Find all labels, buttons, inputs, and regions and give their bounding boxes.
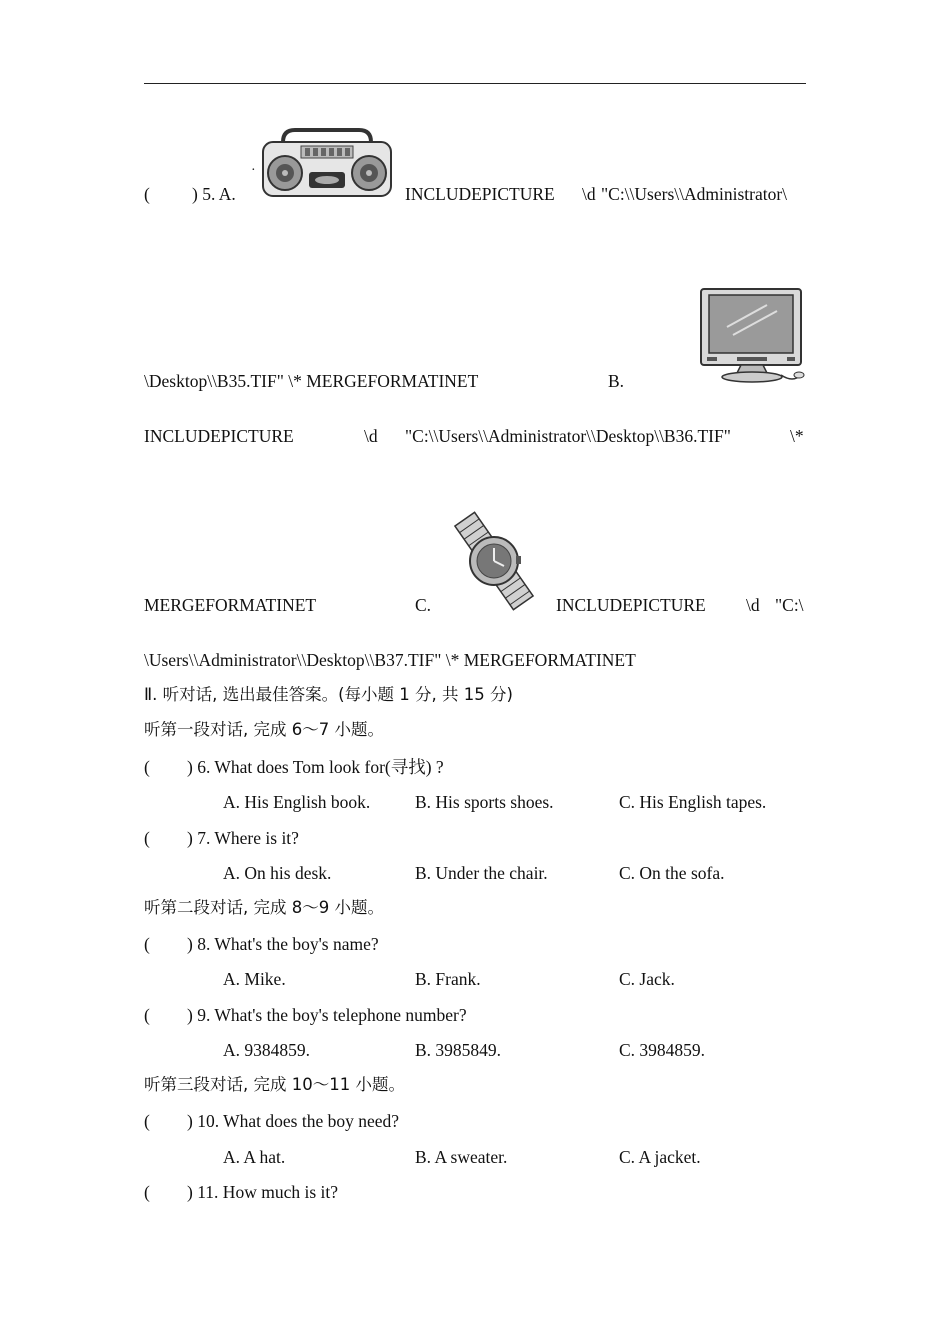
header-rule	[144, 83, 806, 84]
q5-d-2: \d	[364, 426, 378, 446]
q7-option-c: C. On the sofa.	[619, 863, 725, 883]
q8-option-b: B. Frank.	[415, 969, 481, 989]
q5-label: ) 5. A.	[192, 184, 236, 204]
q5-paren: (	[144, 184, 150, 204]
q5-path-3: "C:\\Users\\Administrator\\Desktop\\B36.TIF"	[405, 426, 731, 446]
q5-path-4: "C:\	[775, 595, 804, 615]
q9-text: ) 9. What's the boy's telephone number?	[187, 1005, 467, 1025]
q5-path-1: "C:\\Users\\Administrator\	[601, 184, 788, 204]
q5-dot: ·	[251, 163, 256, 178]
q7-option-b: B. Under the chair.	[415, 863, 548, 883]
q6-option-b: B. His sports shoes.	[415, 792, 554, 812]
q5-merge: MERGEFORMATINET	[144, 595, 317, 615]
q6-text: ) 6. What does Tom look for(寻找) ?	[187, 757, 444, 777]
q6-option-c: C. His English tapes.	[619, 792, 767, 812]
computer-monitor-icon	[697, 287, 807, 387]
q10-option-a: A. A hat.	[223, 1147, 286, 1167]
q8-option-a: A. Mike.	[223, 969, 286, 989]
q6-option-a: A. His English book.	[223, 792, 371, 812]
q5-include-3: INCLUDEPICTURE	[556, 595, 706, 615]
q9-option-b: B. 3985849.	[415, 1040, 502, 1060]
q5-path-5: \Users\\Administrator\\Desktop\\B37.TIF" \* MERGEFORMATINET	[144, 650, 636, 670]
q11-text: ) 11. How much is it?	[187, 1182, 338, 1202]
q7-option-a: A. On his desk.	[223, 863, 332, 883]
q5-include-2: INCLUDEPICTURE	[144, 426, 294, 446]
q7-paren: (	[144, 828, 150, 848]
q5-option-b: B.	[608, 371, 625, 391]
radio-cassette-player-icon	[261, 128, 393, 200]
q8-option-c: C. Jack.	[619, 969, 675, 989]
q8-text: ) 8. What's the boy's name?	[187, 934, 379, 954]
q10-option-c: C. A jacket.	[619, 1147, 701, 1167]
q5-star: \*	[790, 426, 804, 446]
q10-text: ) 10. What does the boy need?	[187, 1111, 400, 1131]
q7-text: ) 7. Where is it?	[187, 828, 299, 848]
part-1-instruction: 听第一段对话, 完成 6～7 小题。	[144, 720, 384, 739]
q11-paren: (	[144, 1182, 150, 1202]
q5-option-c: C.	[415, 595, 432, 615]
q5-path-2: \Desktop\\B35.TIF" \* MERGEFORMATINET	[144, 371, 479, 391]
q5-d-1: \d	[582, 184, 596, 204]
q10-paren: (	[144, 1111, 150, 1131]
wristwatch-icon	[446, 510, 542, 612]
q9-option-a: A. 9384859.	[223, 1040, 311, 1060]
q9-paren: (	[144, 1005, 150, 1025]
part-2-instruction: 听第二段对话, 完成 8～9 小题。	[144, 898, 384, 917]
q5-d-3: \d	[746, 595, 760, 615]
q10-option-b: B. A sweater.	[415, 1147, 508, 1167]
section-heading: Ⅱ. 听对话, 选出最佳答案。(每小题 1 分, 共 15 分)	[144, 685, 513, 704]
q6-paren: (	[144, 757, 150, 777]
q9-option-c: C. 3984859.	[619, 1040, 706, 1060]
q5-include-1: INCLUDEPICTURE	[405, 184, 555, 204]
q8-paren: (	[144, 934, 150, 954]
part-3-instruction: 听第三段对话, 完成 10～11 小题。	[144, 1075, 405, 1094]
